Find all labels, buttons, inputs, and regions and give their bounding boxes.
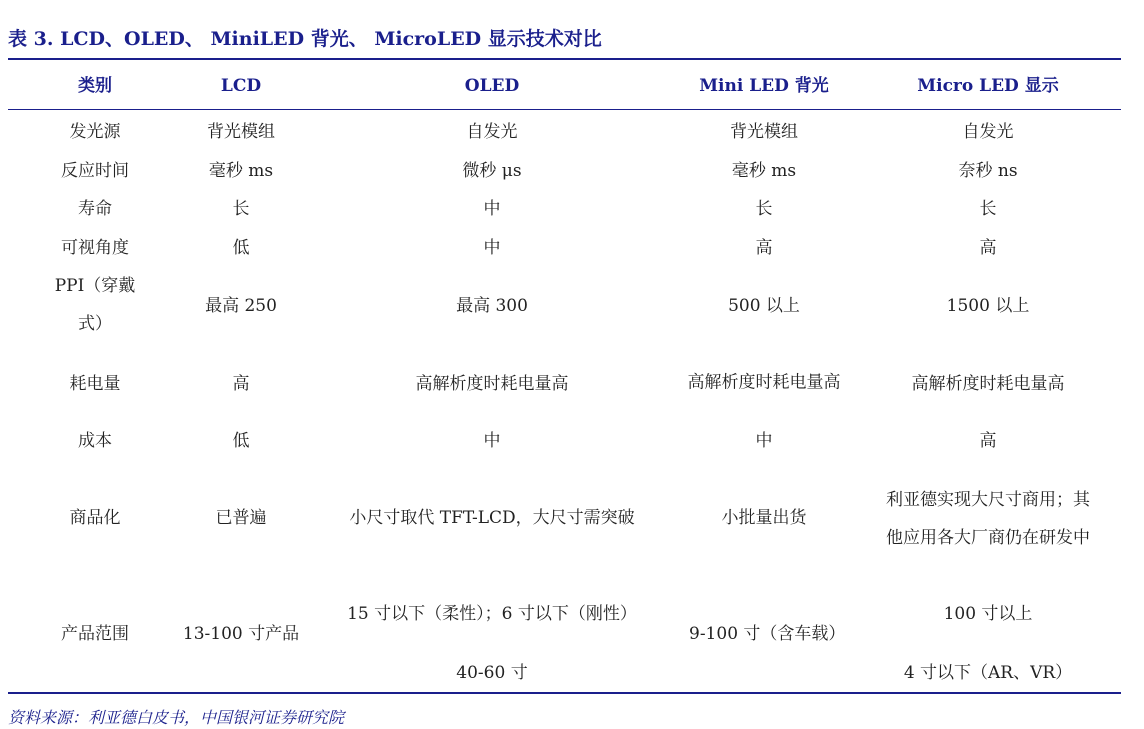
source-note: 资料来源：利亚德白皮书，中国银河证券研究院 xyxy=(8,708,345,727)
row-ppi-miniled: 500 以上 xyxy=(728,296,800,316)
top-rule xyxy=(8,58,1121,60)
row-range-microled: 100 寸以上 xyxy=(943,604,1033,624)
header-oled: OLED xyxy=(464,76,520,96)
row-cost-label: 成本 xyxy=(78,431,112,451)
row-lifetime-label: 寿命 xyxy=(78,199,112,219)
bottom-rule xyxy=(8,692,1121,694)
row-commercial-lcd: 已普遍 xyxy=(215,508,267,528)
row-range-microled-extra: 4 寸以下（AR、VR） xyxy=(903,663,1073,683)
row-cost-microled: 高 xyxy=(979,431,997,451)
row-cost-lcd: 低 xyxy=(232,431,250,451)
header-rule xyxy=(8,109,1121,110)
row-commercial-label: 商品化 xyxy=(69,508,121,528)
row-light-source-miniled: 背光模组 xyxy=(730,122,798,142)
row-power-microled: 高解析度时耗电量高 xyxy=(911,374,1065,394)
header-lcd: LCD xyxy=(220,76,262,96)
row-response-label: 反应时间 xyxy=(61,161,129,181)
row-angle-microled: 高 xyxy=(979,238,997,258)
row-power-miniled: 高解析度时耗电量高 xyxy=(687,372,841,393)
row-lifetime-microled: 长 xyxy=(979,199,997,219)
row-power-oled: 高解析度时耗电量高 xyxy=(415,374,569,394)
row-ppi-oled: 最高 300 xyxy=(456,296,528,316)
row-light-source-microled: 自发光 xyxy=(962,122,1014,142)
row-angle-label: 可视角度 xyxy=(61,238,129,258)
row-response-microled: 奈秒 ns xyxy=(958,161,1018,181)
table-title: 表 3. LCD、OLED、 MiniLED 背光、 MicroLED 显示技术对比 xyxy=(8,28,602,50)
row-lifetime-lcd: 长 xyxy=(232,199,250,219)
row-range-lcd: 13-100 寸产品 xyxy=(182,624,300,644)
row-light-source-label: 发光源 xyxy=(69,122,121,142)
row-response-miniled: 毫秒 ms xyxy=(731,161,797,181)
row-range-label: 产品范围 xyxy=(61,624,129,644)
row-cost-oled: 中 xyxy=(483,431,501,451)
row-range-miniled: 9-100 寸（含车载） xyxy=(689,624,846,644)
header-category: 类别 xyxy=(78,76,112,96)
row-lifetime-miniled: 长 xyxy=(755,199,773,219)
row-light-source-oled: 自发光 xyxy=(466,122,518,142)
header-miniled: Mini LED 背光 xyxy=(699,76,829,96)
row-light-source-lcd: 背光模组 xyxy=(207,122,275,142)
row-response-lcd: 毫秒 ms xyxy=(208,161,274,181)
row-commercial-oled: 小尺寸取代 TFT-LCD，大尺寸需突破 xyxy=(349,508,635,528)
row-angle-miniled: 高 xyxy=(755,238,773,258)
header-microled: Micro LED 显示 xyxy=(917,76,1059,96)
row-ppi-lcd: 最高 250 xyxy=(205,296,277,316)
row-response-oled: 微秒 μs xyxy=(462,161,522,181)
row-range-oled: 15 寸以下（柔性）；6 寸以下（刚性） xyxy=(347,604,637,624)
row-cost-miniled: 中 xyxy=(755,431,773,451)
row-commercial-microled: 利亚德实现大尺寸商用；其他应用各大厂商仍在研发中 xyxy=(886,490,1090,548)
row-power-label: 耗电量 xyxy=(69,374,121,394)
row-angle-lcd: 低 xyxy=(232,238,250,258)
row-ppi-microled: 1500 以上 xyxy=(946,296,1030,316)
row-range-oled-extra: 40-60 寸 xyxy=(456,663,528,683)
row-lifetime-oled: 中 xyxy=(483,199,501,219)
row-power-lcd: 高 xyxy=(232,374,250,394)
row-commercial-miniled: 小批量出货 xyxy=(721,508,807,528)
row-ppi-label: PPI（穿戴式） xyxy=(54,276,136,334)
row-angle-oled: 中 xyxy=(483,238,501,258)
